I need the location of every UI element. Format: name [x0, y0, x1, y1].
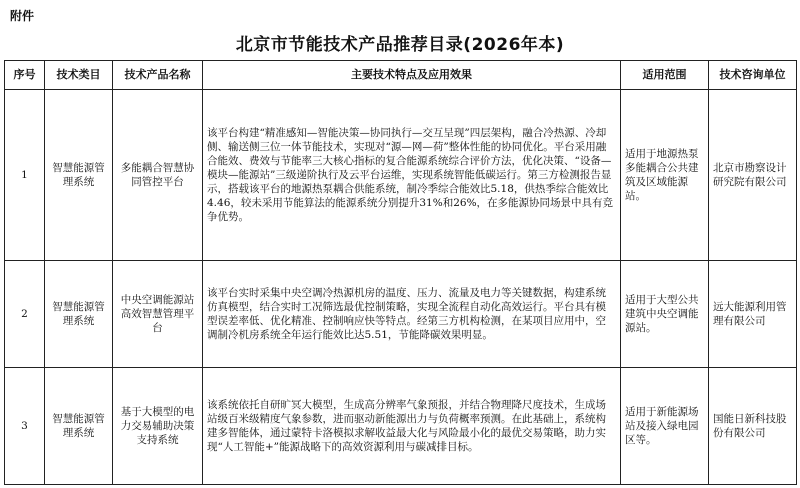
- header-features: 主要技术特点及应用效果: [203, 61, 621, 90]
- cell-category: 智慧能源管理系统: [45, 90, 113, 261]
- cell-seq: 2: [5, 261, 45, 368]
- cell-product-name: 多能耦合智慧协同管控平台: [113, 90, 203, 261]
- table-row: [5, 368, 797, 485]
- cell-scope: 适用于大型公共建筑中央空调能源站。: [621, 261, 709, 368]
- catalog-table: [4, 60, 797, 485]
- table-row: [5, 90, 797, 261]
- cell-features: 该系统依托自研旷冥大模型，生成高分辨率气象预报，并结合物理降尺度技术，生成场站级百米级精度气象参数，进而驱动新能源出力与负荷概率预测。在此基础上，系统构建多智能体，通过蒙特卡洛模拟求解收益最大化与风险最小化的最优交易策略，助力实现“人工智能+”能源战略下的高效资源利用与碳减排目标。: [203, 368, 621, 485]
- cell-consultant: 国能日新科技股份有限公司: [709, 368, 797, 485]
- cell-scope: 适用于新能源场站及接入绿电园区等。: [621, 368, 709, 485]
- cell-features: 该平台构建“精准感知—智能决策—协同执行—交互呈现”四层架构，融合冷热源、冷却侧、输送侧三位一体节能技术，实现对“源—网—荷”整体性能的协同优化。平台采用融合能效、费效与节能率三大核心指标的复合能源系统综合评价方法，优化决策、“设备—模块—能源站”三级递阶执行及云平台运维，实现系统智能低碳运行。第三方检测报告显示，搭载该平台的地源热泵耦合供能系统，制冷季综合能效比5.18，供热季综合能效比4.46，较未采用节能算法的能源系统分别提升31%和26%，在多能源协同场景中具有竞争优势。: [203, 90, 621, 261]
- cell-product-name: 中央空调能源站高效智慧管理平台: [113, 261, 203, 368]
- header-seq: 序号: [5, 61, 45, 90]
- page-title: 北京市节能技术产品推荐目录(2026年本): [235, 35, 565, 55]
- header-category: 技术类目: [45, 61, 113, 90]
- cell-seq: 1: [5, 90, 45, 261]
- header-product-name: 技术产品名称: [113, 61, 203, 90]
- cell-scope: 适用于地源热泵多能耦合公共建筑及区域能源站。: [621, 90, 709, 261]
- table-row: [5, 261, 797, 368]
- cell-seq: 3: [5, 368, 45, 485]
- cell-category: 智慧能源管理系统: [45, 261, 113, 368]
- header-consultant: 技术咨询单位: [709, 61, 797, 90]
- cell-consultant: 远大能源利用管理有限公司: [709, 261, 797, 368]
- cell-category: 智慧能源管理系统: [45, 368, 113, 485]
- attachment-label: 附件: [10, 9, 35, 23]
- table-header-row: [5, 61, 797, 90]
- header-scope: 适用范围: [621, 61, 709, 90]
- cell-consultant: 北京市勘察设计研究院有限公司: [709, 90, 797, 261]
- cell-features: 该平台实时采集中央空调冷热源机房的温度、压力、流量及电力等关键数据，构建系统仿真模型，结合实时工况筛选最优控制策略，实现全流程自动化高效运行。平台具有模型误差率低、优化精准、控制响应快等特点。经第三方机构检测，在某项目应用中，空调制冷机房系统全年运行能效比达5.51，节能降碳效果明显。: [203, 261, 621, 368]
- cell-product-name: 基于大模型的电力交易辅助决策支持系统: [113, 368, 203, 485]
